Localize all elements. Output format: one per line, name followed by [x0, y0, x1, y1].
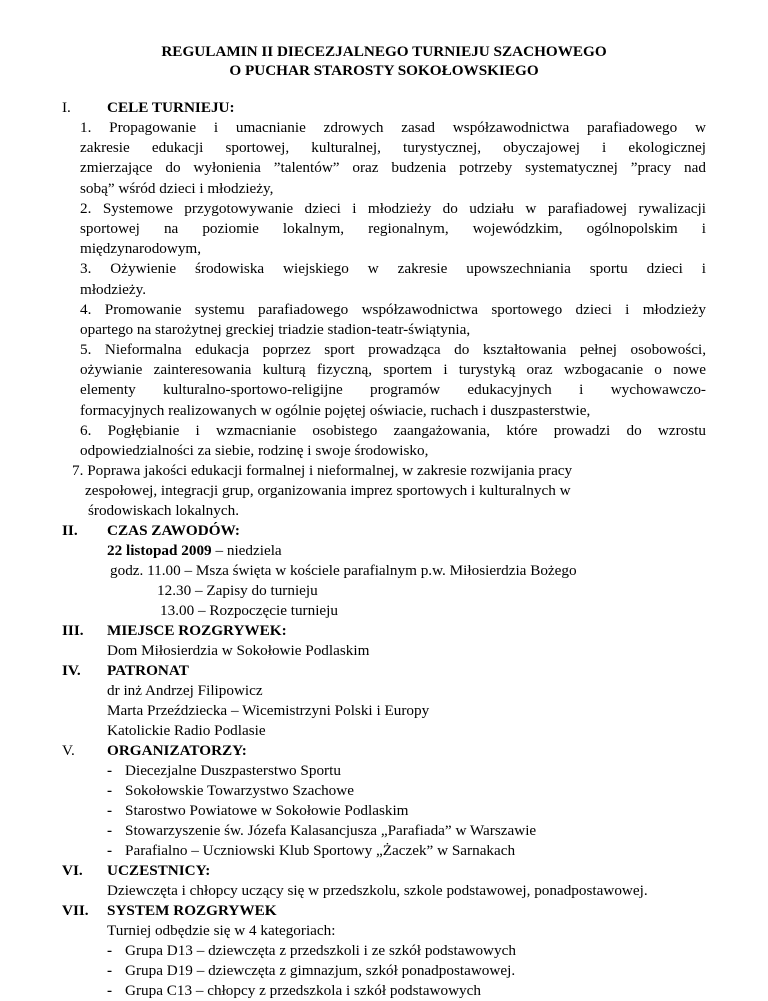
goal-line: zakresie edukacji sportowej, kulturalnej, turystycznej, obyczajowej i ekologicznej — [80, 139, 706, 157]
section-2-number: II. — [62, 522, 78, 539]
section-3-number: III. — [62, 622, 84, 639]
goal-line: zmierzające do wyłonienia ”talentów” oraz budzenia potrzeby systematycznej ”pracy nad — [80, 159, 706, 177]
goal-line: opartego na starożytnej greckiej triadzie stadion-teatr-świątynia, — [80, 320, 471, 338]
list-dash: - — [107, 842, 113, 859]
goal-line: elementy kulturalno-sportowo-religijne programów edukacyjnych i wychowawczo- — [80, 381, 706, 399]
categories-intro: Turniej odbędzie się w 4 kategoriach: — [107, 922, 336, 939]
section-4-number: IV. — [62, 662, 81, 679]
goal-7-line-2: zespołowej, integracji grup, organizowania imprez sportowych i kulturalnych w — [85, 482, 571, 499]
document-title-line-2: O PUCHAR STAROSTY SOKOŁOWSKIEGO — [229, 62, 539, 79]
section-1-number: I. — [62, 99, 71, 116]
goal-line: 3. Ożywienie środowiska wiejskiego w zakresie upowszechniania sportu dzieci i — [80, 260, 706, 278]
schedule-start: 13.00 – Rozpoczęcie turnieju — [160, 602, 338, 619]
list-dash: - — [107, 982, 113, 999]
goal-line: formacyjnych realizowanych w ogólnie pojętej oświacie, ruchach i duszpasterstwie, — [80, 401, 591, 419]
list-dash: - — [107, 942, 113, 959]
section-7-number: VII. — [62, 902, 89, 919]
list-dash: - — [107, 762, 113, 779]
section-5-heading: ORGANIZATORZY: — [107, 742, 247, 759]
section-4-heading: PATRONAT — [107, 662, 189, 679]
section-3-heading: MIEJSCE ROZGRYWEK: — [107, 622, 287, 639]
list-dash: - — [107, 822, 113, 839]
goal-7-line-1: 7. Poprawa jakości edukacji formalnej i nieformalnej, w zakresie rozwijania pracy — [72, 462, 573, 479]
list-dash: - — [107, 962, 113, 979]
venue: Dom Miłosierdzia w Sokołowie Podlaskim — [107, 642, 370, 659]
event-date-value: 22 listopad 2009 — [107, 542, 212, 559]
section-5-number: V. — [62, 742, 75, 759]
participants: Dziewczęta i chłopcy uczący się w przedszkolu, szkole podstawowej, ponadpostawowej. — [107, 882, 648, 899]
category: Grupa C13 – chłopcy z przedszkola i szkół podstawowych — [125, 982, 481, 999]
section-1-goals — [80, 118, 706, 461]
goal-line: 4. Promowanie systemu parafiadowego współzawodnictwa sportowego dzieci i młodzieży — [80, 300, 706, 318]
organizer: Stowarzyszenie św. Józefa Kalasancjusza „Parafiada” w Warszawie — [125, 822, 537, 839]
schedule-mass: godz. 11.00 – Msza święta w kościele parafialnym p.w. Miłosierdzia Bożego — [110, 562, 577, 579]
goal-line: ożywianie zainteresowania kulturą fizyczną, sportem i turystyką oraz wzbogacanie o nowe — [80, 361, 706, 379]
goal-line: 2. Systemowe przygotowywanie dzieci i młodzieży do udziału w parafiadowej rywalizacji — [80, 199, 706, 217]
section-6-heading: UCZESTNICY: — [107, 862, 211, 879]
goal-line: odpowiedzialności za siebie, rodzinę i swoje środowisko, — [80, 442, 429, 459]
organizer: Starostwo Powiatowe w Sokołowie Podlaskim — [125, 802, 409, 819]
patron: Katolickie Radio Podlasie — [107, 722, 266, 739]
patron: Marta Przeździecka – Wicemistrzyni Polski i Europy — [107, 702, 430, 719]
list-dash: - — [107, 782, 113, 799]
patron: dr inż Andrzej Filipowicz — [107, 682, 263, 699]
goal-line: międzynarodowym, — [80, 240, 202, 258]
goal-line: sobą” wśród dzieci i młodzieży, — [80, 179, 274, 197]
category: Grupa D19 – dziewczęta z gimnazjum, szkół ponadpostawowej. — [125, 962, 516, 979]
organizer: Parafialno – Uczniowski Klub Sportowy „Żaczek” w Sarnakach — [125, 842, 516, 859]
goal-line: 1. Propagowanie i umacnianie zdrowych zasad współzawodnictwa parafiadowego w — [80, 119, 706, 136]
goal-line: 5. Nieformalna edukacja poprzez sport prowadząca do kształtowania pełnej osobowości, — [80, 341, 706, 359]
goal-line: młodzieży. — [80, 280, 147, 298]
section-1-heading: CELE TURNIEJU: — [107, 99, 235, 116]
organizer: Diecezjalne Duszpasterstwo Sportu — [125, 762, 341, 779]
goal-line: sportowej na poziomie lokalnym, regionalnym, wojewódzkim, ogólnopolskim i — [80, 219, 706, 237]
section-6-number: VI. — [62, 862, 83, 879]
document-title-line-1: REGULAMIN II DIECEZJALNEGO TURNIEJU SZACHOWEGO — [161, 43, 607, 60]
section-2-heading: CZAS ZAWODÓW: — [107, 522, 240, 539]
event-date — [107, 541, 282, 561]
section-7-heading: SYSTEM ROZGRYWEK — [107, 902, 277, 919]
event-day: – niedziela — [211, 542, 282, 559]
category: Grupa D13 – dziewczęta z przedszkoli i ze szkół podstawowych — [125, 942, 516, 959]
goal-7-line-3: środowiskach lokalnych. — [88, 502, 239, 519]
organizer: Sokołowskie Towarzystwo Szachowe — [125, 782, 354, 799]
schedule-registration: 12.30 – Zapisy do turnieju — [157, 582, 318, 599]
goal-line: 6. Pogłębianie i wzmacnianie osobistego zaangażowania, które prowadzi do wzrostu — [80, 421, 706, 439]
list-dash: - — [107, 802, 113, 819]
